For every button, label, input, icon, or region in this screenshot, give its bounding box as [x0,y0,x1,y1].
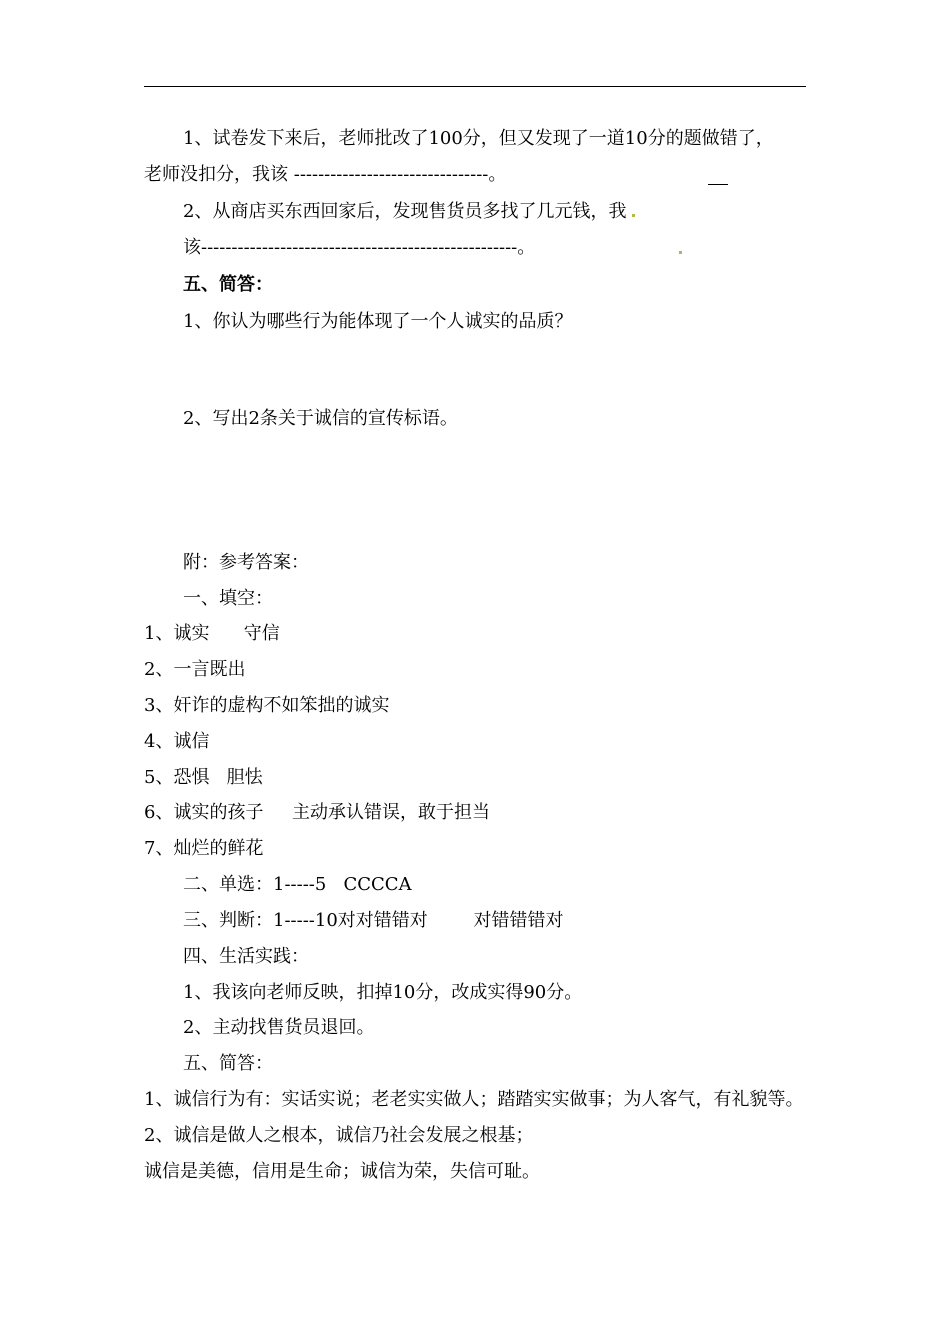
sentence-end: 。 [517,237,536,258]
practice-question-1-line-2 [144,164,506,186]
short-answer: 2、诚信是做人之根本，诚信乃社会发展之根基； [144,1125,534,1146]
practice-question-1-line-1: 1、试卷发下来后，老师批改了100分，但又发现了一道10分的题做错了， [183,128,774,149]
practice-answer: 2、主动找售货员退回。 [183,1017,375,1038]
answers-title: 附：参考答案： [183,552,309,573]
practice-question-2-line-1: 2、从商店买东西回家后，发现售货员多找了几元钱，我 [183,201,627,222]
fill-answer: 2、一言既出 [144,659,246,680]
section-5-heading: 五、简答： [183,274,273,295]
short-question-1: 1、你认为哪些行为能体现了一个人诚实的品质？ [183,311,573,332]
short-answer-heading: 五、简答： [183,1053,273,1074]
answer-blank: ---------------------------------------------------- [201,237,518,258]
fill-answer: 7、灿烂的鲜花 [144,838,264,859]
short-answer: 1、诚信行为有：实话实说；老老实实做人；踏踏实实做事；为人客气，有礼貌等。 [144,1089,804,1110]
sentence-end: 。 [488,164,507,185]
practice-answer: 1、我该向老师反映，扣掉10分，改成实得90分。 [183,982,583,1003]
practice-heading: 四、生活实践： [183,946,309,967]
header-rule [144,86,806,87]
question-text: 老师没扣分，我该 [144,164,294,185]
answer-blank: -------------------------------- [293,164,489,185]
question-text: 该 [183,237,201,258]
edit-mark-dot [679,251,682,254]
short-answer: 诚信是美德，信用是生命；诚信为荣，失信可耻。 [144,1161,540,1182]
fill-answer: 3、奸诈的虚构不如笨拙的诚实 [144,695,390,716]
fill-heading: 一、填空： [183,588,273,609]
short-question-2: 2、写出2条关于诚信的宣传标语。 [183,408,458,429]
stray-underline [708,184,728,185]
edit-mark-dot [632,214,635,217]
fill-answer: 6、诚实的孩子 主动承认错误，敢于担当 [144,802,491,823]
fill-answer: 4、诚信 [144,731,210,752]
fill-answer: 5、恐惧 胆怯 [144,767,263,788]
judge-answer: 三、判断：1-----10对对错错对 对错错错对 [183,910,564,931]
single-choice-answer: 二、单选：1-----5 CCCCA [183,874,412,895]
fill-answer: 1、诚实 守信 [144,623,280,644]
practice-question-2-line-2 [183,237,535,259]
